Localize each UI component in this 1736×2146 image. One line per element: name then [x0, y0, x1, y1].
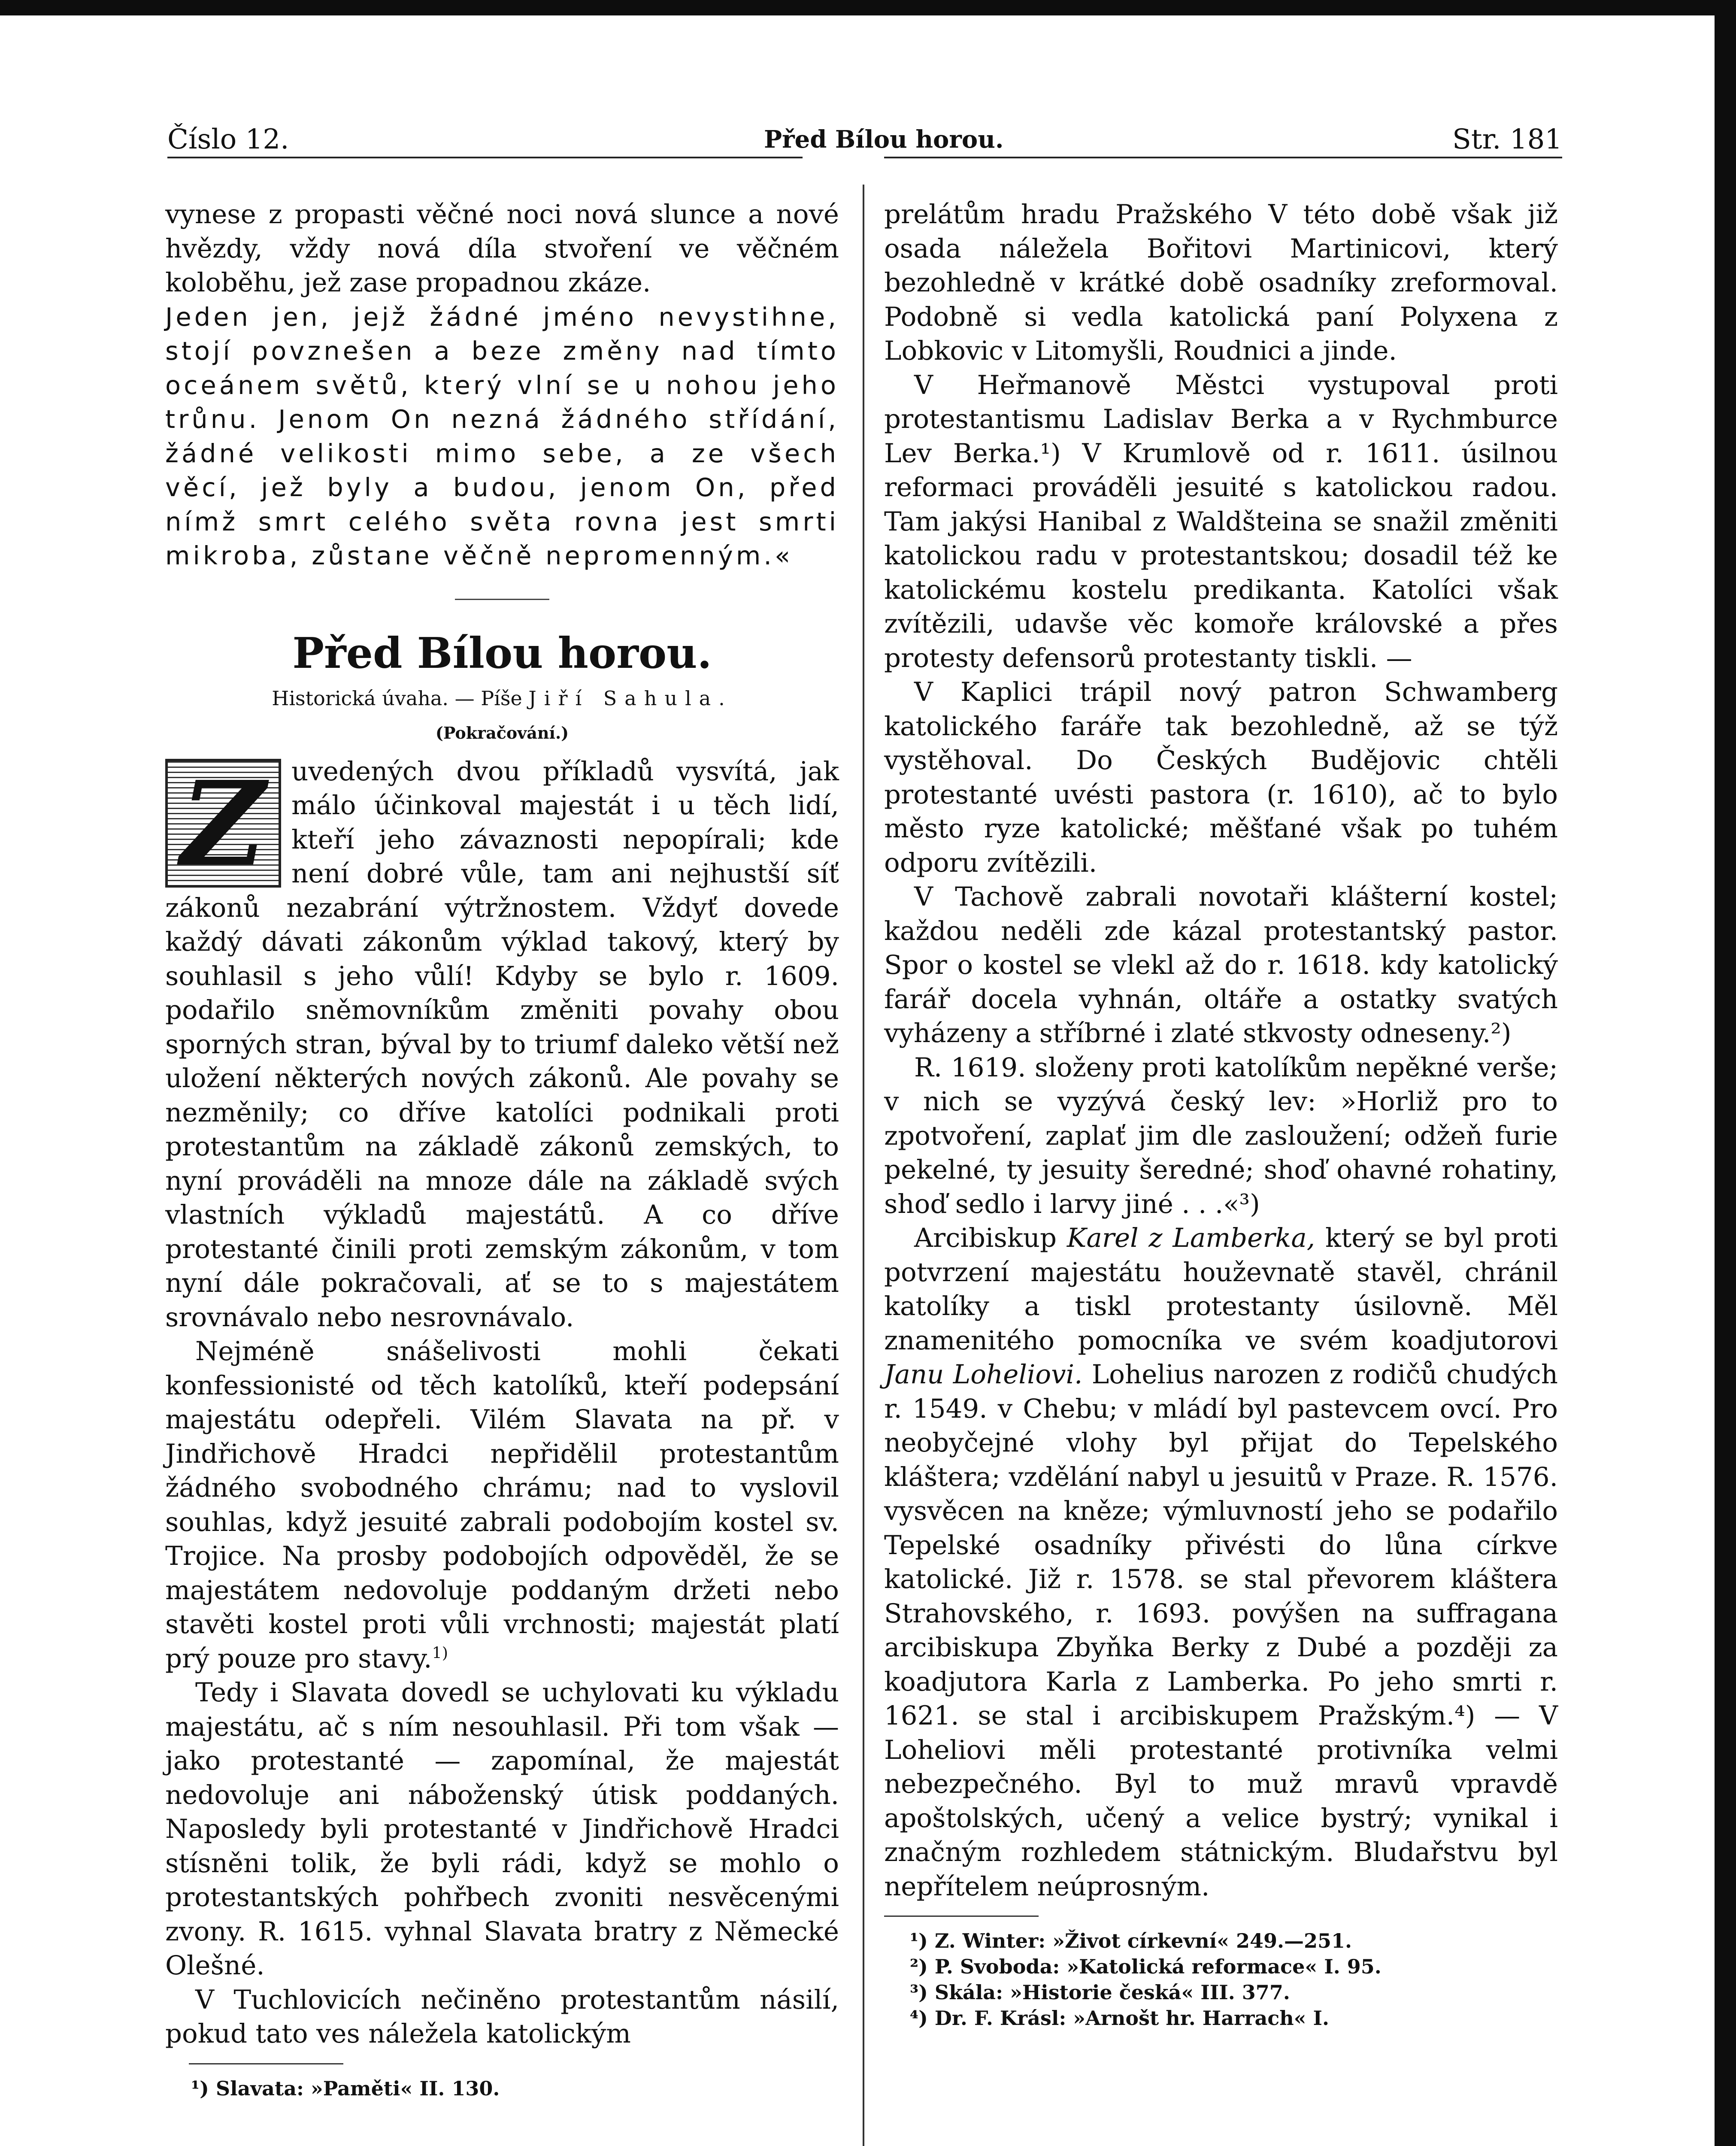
footnote-4: ⁴) Dr. F. Krásl: »Arnošt hr. Harrach« I.	[910, 2007, 1330, 2030]
article-author: Jiří Sahula.	[528, 686, 733, 710]
footnote-ref: 1)	[432, 1643, 448, 1662]
name-jan: Janu Loheliovi.	[884, 1359, 1083, 1390]
footnote-3: ³) Skála: »Historie česká« III. 377.	[910, 1981, 1290, 2004]
initial-letter: Z	[181, 755, 266, 892]
first-paragraph-block	[165, 755, 839, 1335]
decorative-initial	[165, 755, 281, 892]
right-column	[884, 197, 1558, 2031]
paragraph-3: Tedy i Slavata dovedl se uchylovati ku výkladu majestátu, ač s ním nesouhlasil. Při tom však — jako protestanté — zapomínal, že majestát nedovoluje ani náboženský útisk poddaných. Naposledy byli protestanté v Jindřichově Hradci stísněni tolik, že byli rádi, když se mohlo o protestantských pohřbech zvoniti nesvěcenými zvony. R. 1615. vyhnal Slavata bratry z Německé Olešné.	[165, 1677, 839, 1981]
name-karel: Karel z Lamberka,	[1066, 1223, 1315, 1253]
right-paragraph-3: V Kaplici trápil nový patron Schwamberg katolického faráře tak bezohledně, až se týž vystěhoval. Do Českých Budějovic chtěli protestanté uvésti pastora (r. 1610), ač to bylo město ryze katolické; měšťané však po tuhém odporu zvítězili.	[884, 677, 1558, 878]
right-paragraph-1: prelátům hradu Pražského V této době však již osada náležela Bořitovi Martinicovi, který bezohledně v krátké době osadníky zreformoval. Podobně si vedla katolická paní Polyxena z Lobkovic v Litomyšli, Roudnici a jinde.	[884, 199, 1558, 366]
p6-start: Arcibiskup	[914, 1223, 1057, 1253]
footnote-rule	[189, 2063, 343, 2064]
left-column	[165, 197, 839, 2101]
right-paragraph-4: V Tachově zabrali novotaři klášterní kostel; každou neděli zde kázal protestantský pastor. Spor o kostel se vlekl až do r. 1618. kdy katolický farář docela vyhnán, oltáře a ostatky svatých vyházeny a stříbrné i zlaté stkvosty odneseny.²)	[884, 882, 1558, 1049]
running-title: Před Bílou horou.	[764, 125, 1004, 154]
paragraph-2-text: Nejméně snášelivosti mohli čekati konfessionisté od těch katolíků, kteří podepsání majestátu odepřeli. Vilém Slavata na př. v Jindřichově Hradci nepřidělil protestantům žádného svobodného chrámu; nad to vyslovil souhlas, když jesuité zabrali podobojím kostel sv. Trojice. Na prosby podobojích odpověděl, že se majestátem nedovoluje poddaným držeti nebo stavěti kostel proti vůli vrchnosti; majestát platí prý pouze pro stavy.	[165, 1336, 839, 1674]
scan-frame-top	[0, 0, 1736, 15]
right-paragraph-5: R. 1619. složeny proti katolíkům nepěkné verše; v nich se vyzývá český lev: »Horliž pro to zpotvoření, zaplať jim dle zasloužení; odžeň furie pekelné, ty jesuity šeredné; shoď ohavné rohatiny, shoď sedlo i larvy jiné . . .«³)	[884, 1052, 1558, 1219]
p6-mid: který se byl proti potvrzení majestátu houževnatě stavěl, chránil katolíky a tiskl protestanty úsilovně. Měl znamenitého pomocníka ve svém koadjutorovi	[884, 1223, 1558, 1356]
article-title: Před Bílou horou.	[292, 628, 712, 678]
header-rule-left	[167, 157, 803, 158]
right-paragraph-6	[884, 1221, 1558, 1904]
section-separator	[455, 599, 549, 600]
footnote-1: ¹) Z. Winter: »Život církevní« 249.—251.	[910, 1929, 1352, 1952]
continuation-note: (Pokračování.)	[435, 723, 569, 743]
intro-paragraph: vynese z propasti věčné noci nová slunce a nové hvězdy, vždy nová díla stvoření ve věčném koloběhu, jež zase propadnou zkáze.	[165, 199, 839, 298]
column-divider	[863, 185, 864, 2146]
right-paragraph-2: V Heřmanově Městci vystupoval proti protestantismu Ladislav Berka a v Rychmburce Lev Berka.¹) V Krumlově od r. 1611. úsilnou reformaci prováděli jesuité s katolickou radou. Tam jakýsi Hanibal z Waldšteina se snažil změniti katolickou radu v protestantskou; dosadil též ke katolickému kostelu predikanta. Katolíci však zvítězili, udavše věc komoře královské a přes protesty defensorů protestanty tiskli. —	[884, 370, 1558, 673]
footnote: ¹) Slavata: »Paměti« II. 130.	[191, 2076, 500, 2100]
article-subtitle	[165, 685, 839, 712]
intro-spaced-paragraph: Jeden jen, jejž žádné jméno nevystihne, stojí povznešen a beze změny nad tímto oceánem světů, který vlní se u nohou jeho trůnu. Jenom On nezná žádného střídání, žádné velikosti mimo sebe, a ze všech věcí, jež byly a budou, jenom On, před nímž smrt celého světa rovna jest smrti mikroba, zůstane věčně nepromenným.«	[165, 302, 839, 570]
page-number: Str. 181	[1452, 124, 1562, 155]
subtitle-text: Historická úvaha. — Píše	[272, 686, 522, 710]
scan-frame-right	[1715, 0, 1736, 2146]
header-rule-right	[884, 157, 1562, 158]
issue-number: Číslo 12.	[167, 124, 289, 155]
p6-end: Lohelius narozen z rodičů chudých r. 1549. v Chebu; v mládí byl pastevcem ovcí. Pro neobyčejné vlohy byl přijat do Tepelského kláštera; vzdělání nabyl u jesuitů v Praze. R. 1576. vysvěcen na kněze; výmluvností jeho se podařilo Tepelské osadníky přivésti do lůna církve katolické. Již r. 1578. se stal převorem kláštera Strahovského, r. 1693. povýšen na suffragana arcibiskupa Zbyňka Berky z Dubé a později za koadjutora Karla z Lamberka. Po jeho smrti r. 1621. se stal i arcibiskupem Pražským.⁴) — V Loheliovi měli protestanté protivníka velmi nebezpečného. Byl to muž mravů vpravdě apoštolských, učený a velice bystrý; vynikal i značným rozhledem státnickým. Bludařstvu byl nepřítelem neúprosným.	[884, 1359, 1558, 1902]
footnote-2: ²) P. Svoboda: »Katolická reformace« I. 95.	[910, 1955, 1382, 1978]
paragraph-4: V Tuchlovicích nečiněno protestantům násilí, pokud tato ves náležela katolickým	[165, 1984, 839, 2049]
paragraph-2	[165, 1334, 839, 1676]
paragraph-1: uvedených dvou příkladů vysvítá, jak málo účinkoval majestát i u těch lidí, kteří jeho závaznosti nepopírali; kde není dobré vůle, tam ani nejhustší síť zákonů nezabrání výtržnostem. Vždyť dovede každý dávati zákonům výklad takový, který by souhlasil s jeho vůlí! Kdyby se bylo r. 1609. podařilo sněmovníkům změniti povahy obou sporných stran, býval by to triumf daleko větší než uložení některých nových zákonů. Ale povahy se nezměnily; co dříve katolíci podnikali proti protestantům na základě zákonů zemských, to nyní prováděli na mnoze dále na základě svých vlastních výkladů majestátů. A co dříve protestanté činili proti zemským zákonům, v tom nyní dále pokračovali, ať se to s majestátem srovnávalo nebo nesrovnávalo.	[165, 756, 839, 1333]
footnote-rule-right	[884, 1916, 1039, 1917]
